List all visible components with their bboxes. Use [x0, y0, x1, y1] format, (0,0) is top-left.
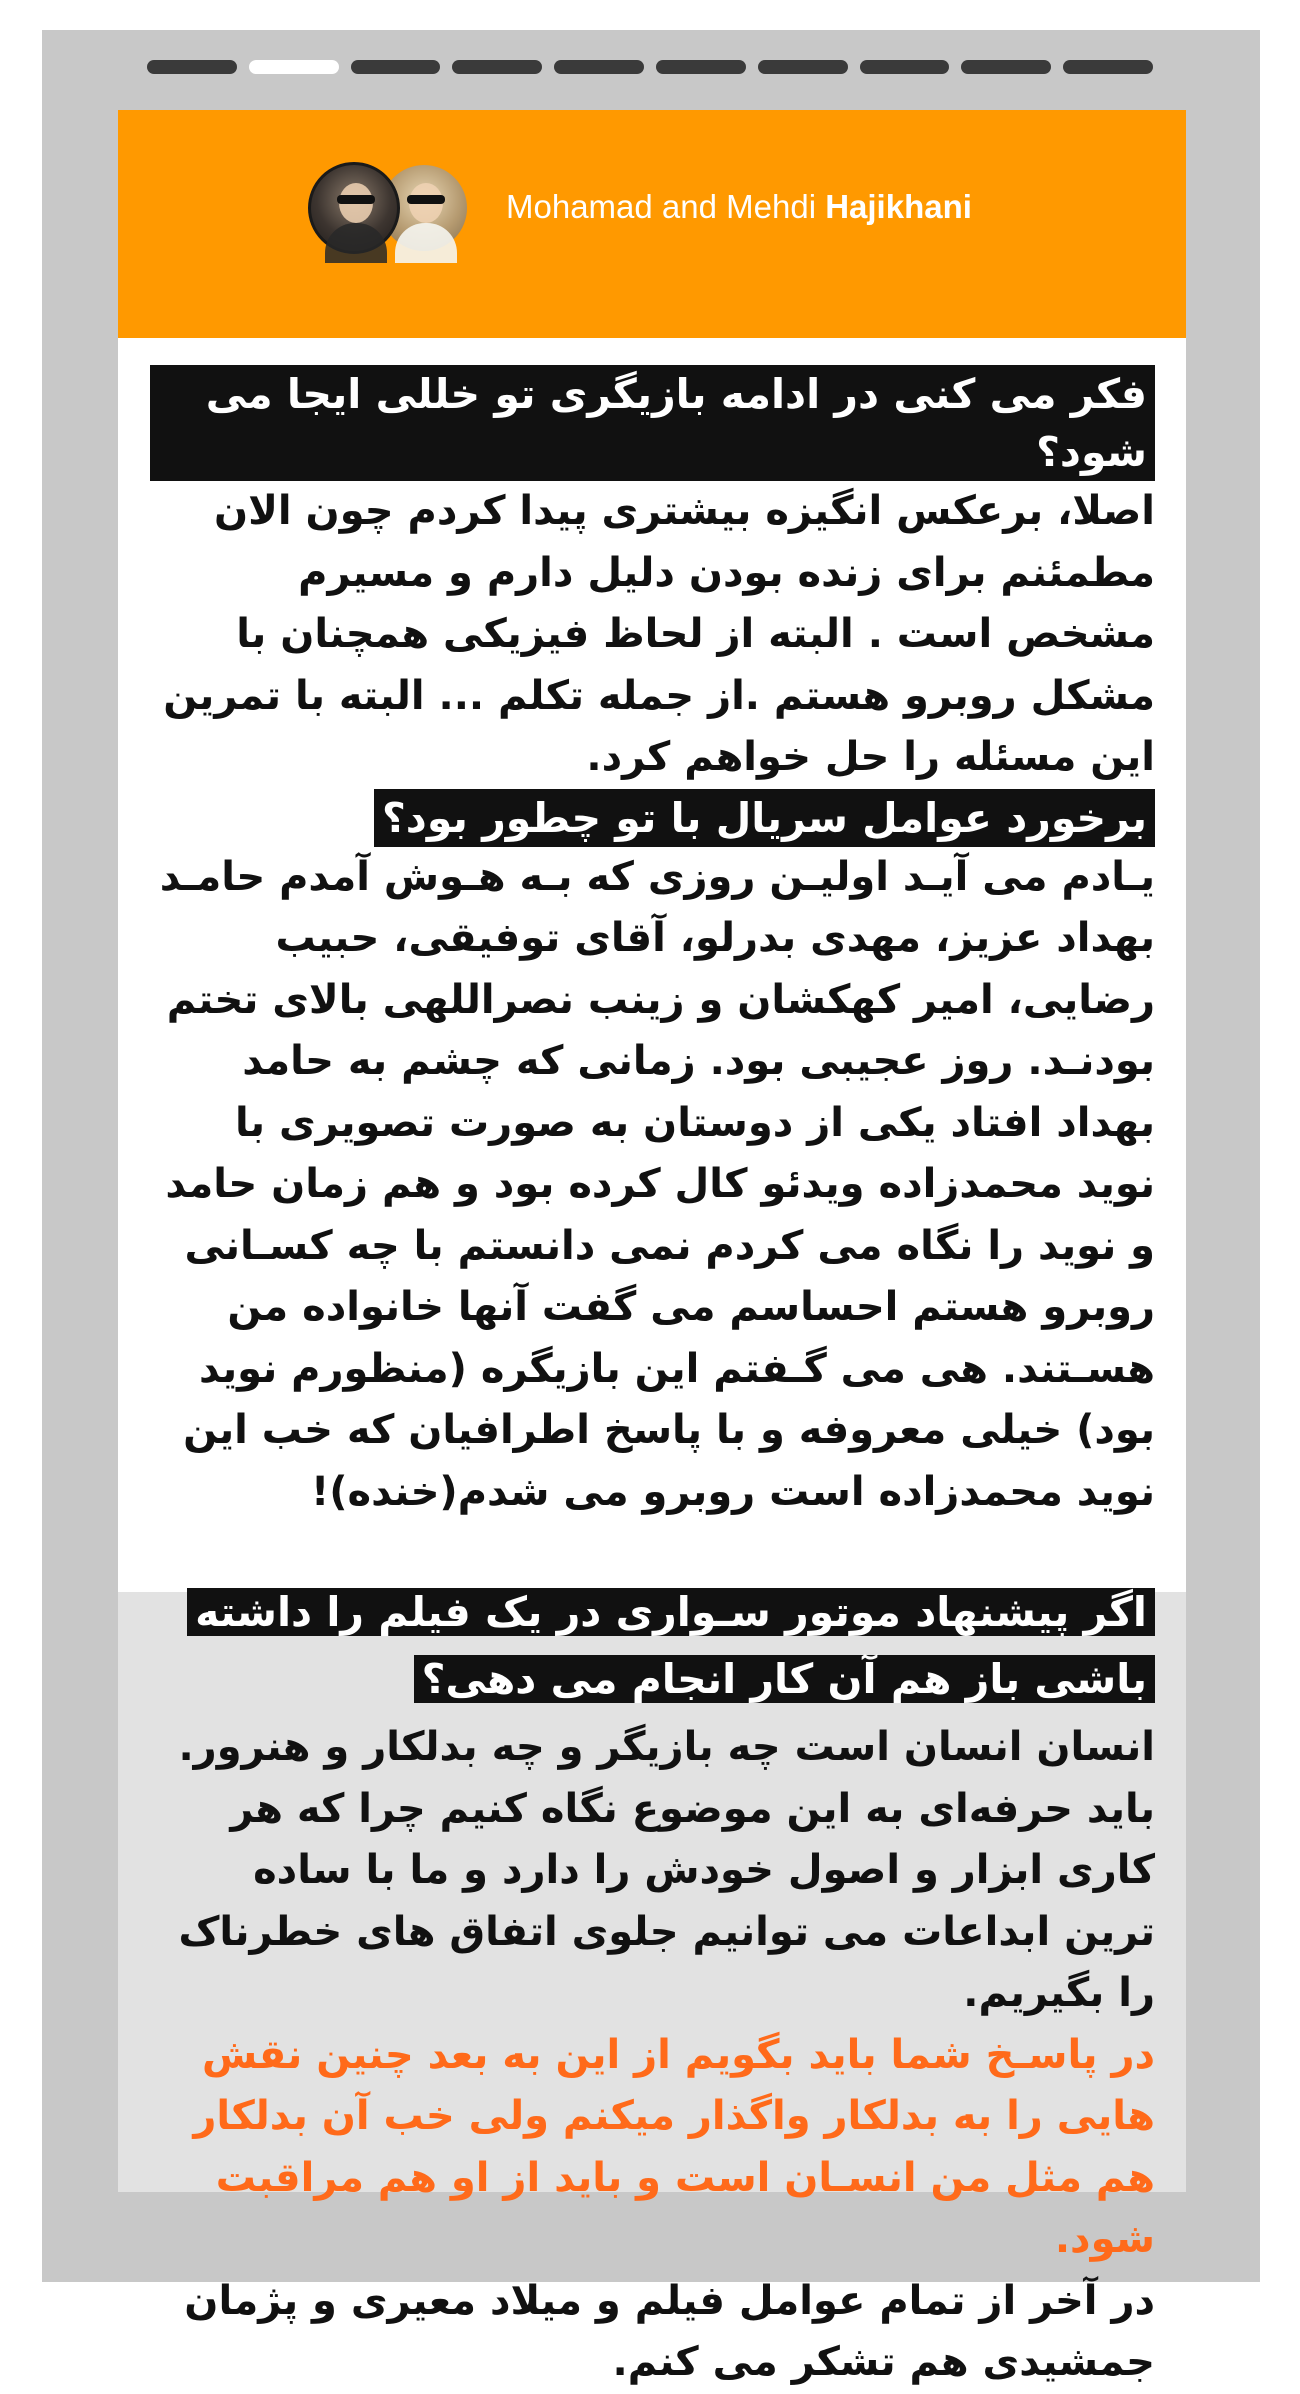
story-card — [118, 110, 1186, 2385]
progress-segment[interactable] — [554, 60, 644, 74]
progress-segment[interactable] — [351, 60, 441, 74]
author-last-name: Hajikhani — [825, 188, 972, 225]
story-progress-bar — [147, 60, 1153, 74]
answer-1: اصلا، برعکس انگیزه بیشتری پیدا کردم چون الان مطمئنم برای زنده بودن دلیل دارم و مسیرم مشخص است . البته از لحاظ فیزیکی همچنان با مشکل روبرو هستم .از جمله تکلم ... البته با تمرین این مسئله را حل خواهم کرد. — [163, 488, 1155, 780]
progress-segment[interactable] — [860, 60, 950, 74]
question-3: اگر پیشنهاد موتور سـواری در یک فیلم را داشته باشی باز هم آن کار انجام می دهی؟ — [187, 1588, 1155, 1703]
section-spacer — [150, 1523, 1155, 1583]
progress-segment[interactable] — [961, 60, 1051, 74]
author-byline[interactable] — [506, 188, 972, 226]
author-avatars[interactable] — [308, 162, 478, 258]
answer-2: یـادم می آیـد اولیـن روزی که بـه هـوش آمدم حامـد بهداد عزیز، مهدی بدرلو، آقای توفیقی، حبیب رضایی، امیر کهکشان و زینب نصراللهی بالای تختم بودنـد. روز عجیبی بود. زمانی که چشم به حامد بهداد افتاد یکی از دوستان به صورت تصویری با نوید محمدزاده ویدئو کال کرده بود و هم زمان حامد و نوید را نگاه می کردم نمی دانستم با چه کسـانی روبرو هستم احساسم می گفت آنها خانواده من هسـتند. هی می گـفتم این بازیگره (منظورم نوید بود) خیلی معروفه و با پاسخ اطرافیان که خب این نوید محمدزاده است روبرو می شدم(خنده)! — [159, 853, 1155, 1515]
progress-segment[interactable] — [656, 60, 746, 74]
progress-segment[interactable] — [758, 60, 848, 74]
author-first-names: Mohamad and Mehdi — [506, 188, 826, 225]
article-body — [150, 365, 1155, 2394]
progress-segment[interactable] — [1063, 60, 1153, 74]
answer-3: انسان انسان است چه بازیگر و چه بدلکار و هنرور. باید حرفه‌ای به این موضوع نگاه کنیم چرا که هر کاری ابزار و اصول خودش را دارد و ما با ساده ترین ابداعات می توانیم جلوی اتفاق های خطرناک را بگیریم. — [178, 1724, 1155, 2016]
answer-4-highlight: در پاسـخ شما باید بگویم از این به بعد چنین نقش هایی را به بدلکار واگذار میکنم ولی خب آن بدلکار هم مثل من انسـان است و باید از او هم مراقبت شود. — [193, 2031, 1155, 2262]
progress-segment[interactable] — [452, 60, 542, 74]
question-1: فکر می کنی در ادامه بازیگری تو خللی ایجا می شود؟ — [150, 365, 1155, 481]
answer-5: در آخر از تمام عوامل فیلم و میلاد معیری و پژمان جمشیدی هم تشکر می کنم. — [184, 2277, 1155, 2385]
avatar[interactable] — [308, 162, 400, 254]
question-2: برخورد عوامل سریال با تو چطور بود؟ — [374, 789, 1155, 847]
progress-segment[interactable] — [147, 60, 237, 74]
story-header — [118, 110, 1186, 338]
progress-segment-active[interactable] — [249, 60, 339, 74]
